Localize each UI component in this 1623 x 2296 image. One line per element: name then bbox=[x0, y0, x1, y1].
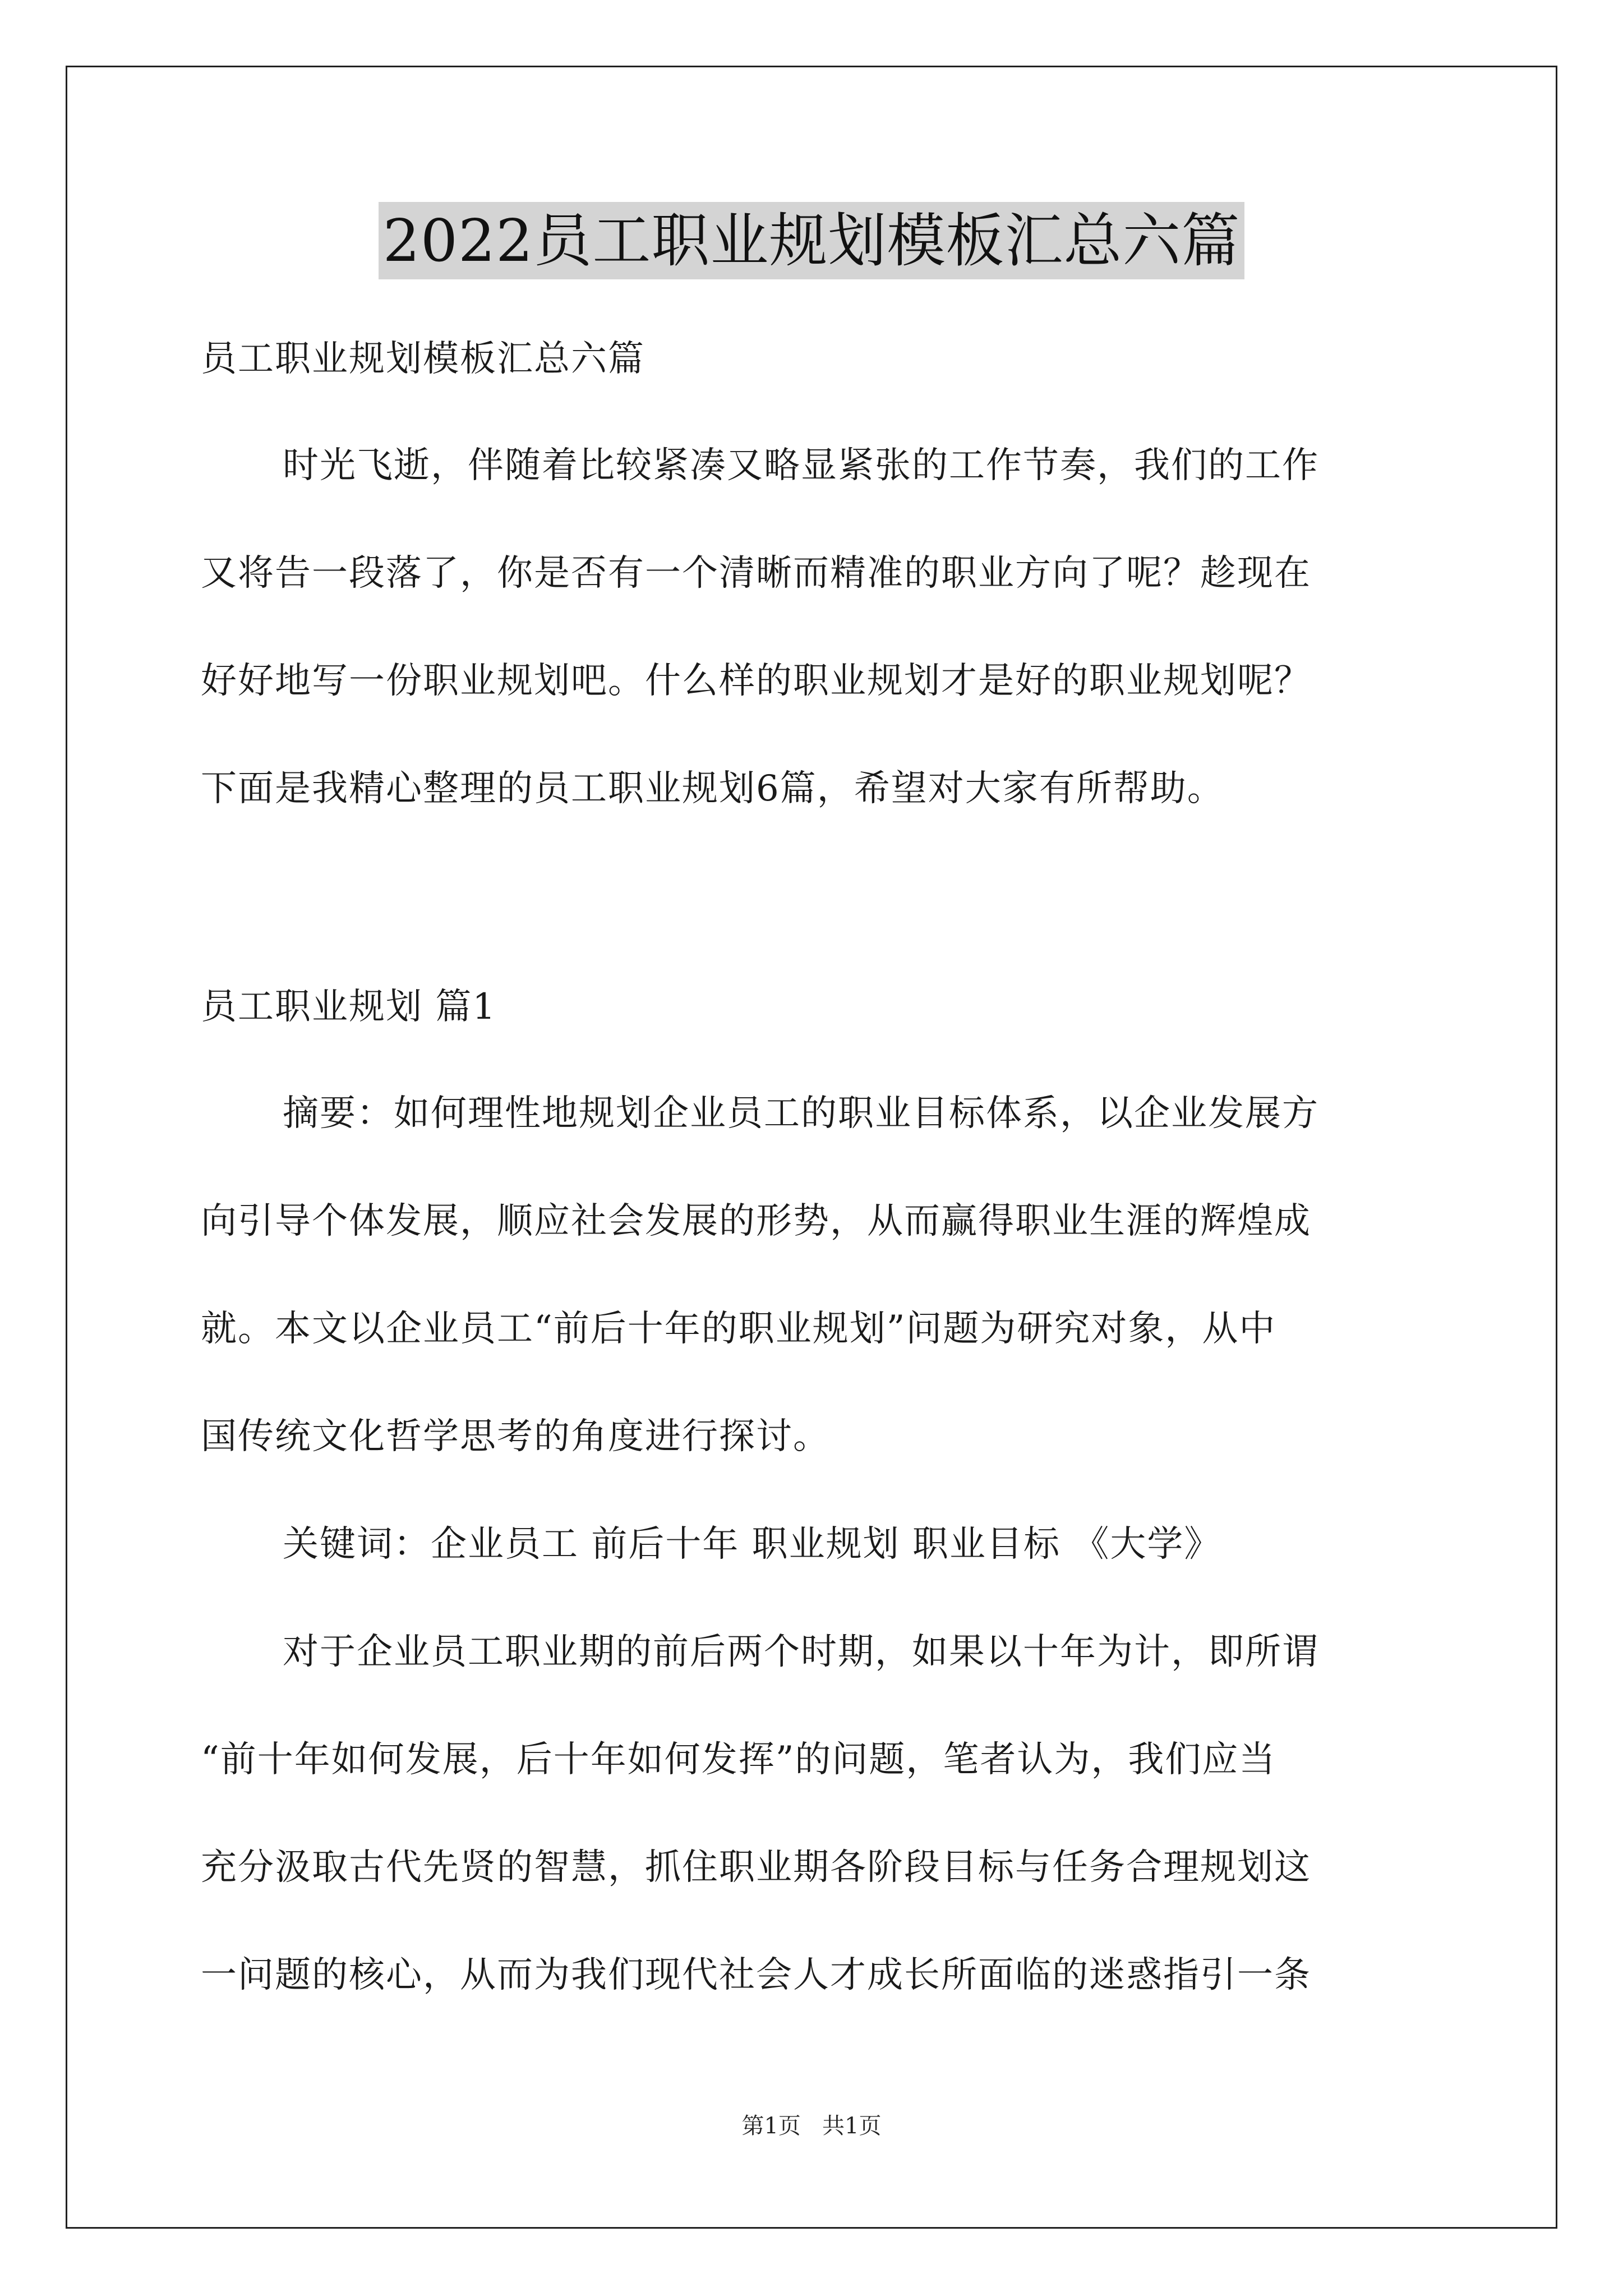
intro-line-4: 下面是我精心整理的员工职业规划6篇，希望对大家有所帮助。 bbox=[201, 768, 1224, 809]
intro-line-3: 好好地写一份职业规划吧。什么样的职业规划才是好的职业规划呢？ bbox=[201, 660, 1311, 702]
title-area bbox=[0, 202, 1623, 279]
abstract-line-4: 国传统文化哲学思考的角度进行探讨。 bbox=[201, 1416, 830, 1457]
abstract-line-1: 摘要：如何理性地规划企业员工的职业目标体系，以企业发展方 bbox=[283, 1093, 1319, 1134]
body-line-4: 一问题的核心，从而为我们现代社会人才成长所面临的迷惑指引一条 bbox=[201, 1954, 1311, 1996]
body-line-2: “前十年如何发展，后十年如何发挥”的问题，笔者认为，我们应当 bbox=[201, 1739, 1276, 1780]
abstract-line-2: 向引导个体发展，顺应社会发展的形势，从而赢得职业生涯的辉煌成 bbox=[201, 1200, 1311, 1242]
body-line-3: 充分汲取古代先贤的智慧，抓住职业期各阶段目标与任务合理规划这 bbox=[201, 1847, 1311, 1888]
page-border bbox=[66, 66, 1557, 2229]
section-heading: 员工职业规划 篇1 bbox=[201, 986, 497, 1028]
intro-line-2: 又将告一段落了，你是否有一个清晰而精准的职业方向了呢？趁现在 bbox=[201, 553, 1311, 594]
intro-line-1: 时光飞逝，伴随着比较紧凑又略显紧张的工作节奏，我们的工作 bbox=[283, 445, 1319, 486]
keywords-line: 关键词：企业员工 前后十年 职业规划 职业目标 《大学》 bbox=[283, 1524, 1221, 1565]
abstract-line-3: 就。本文以企业员工“前后十年的职业规划”问题为研究对象，从中 bbox=[201, 1308, 1276, 1350]
subtitle: 员工职业规划模板汇总六篇 bbox=[201, 338, 645, 380]
document-title: 2022员工职业规划模板汇总六篇 bbox=[379, 202, 1245, 279]
body-line-1: 对于企业员工职业期的前后两个时期，如果以十年为计，即所谓 bbox=[283, 1631, 1319, 1673]
page-footer: 第1页 共1页 bbox=[741, 2113, 882, 2139]
